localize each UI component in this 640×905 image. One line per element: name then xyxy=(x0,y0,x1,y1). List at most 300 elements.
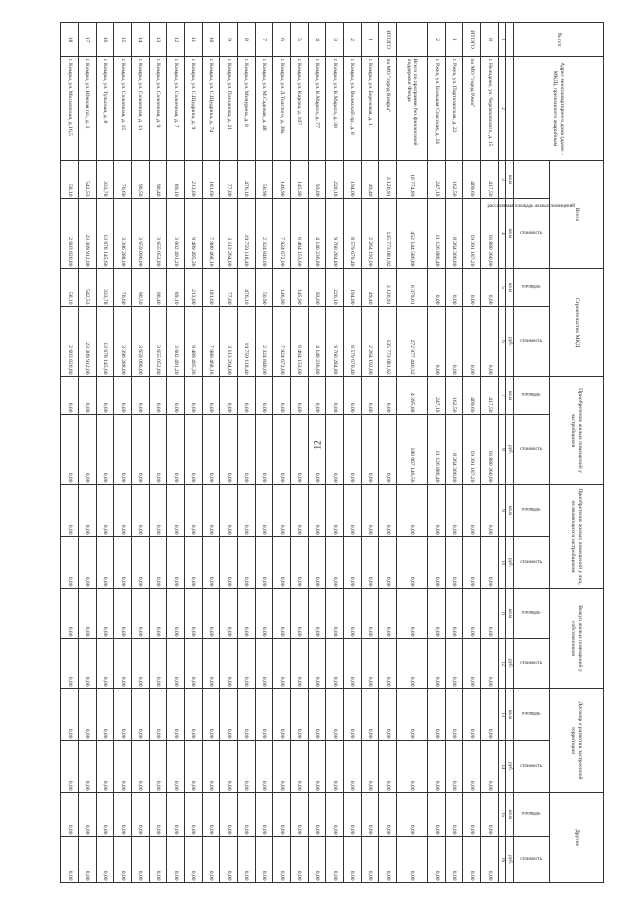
row-value: 247,10 xyxy=(428,377,446,415)
row-value: 0,00 xyxy=(96,589,114,639)
row-value: 0,00 xyxy=(114,537,132,589)
row-number: 1 xyxy=(445,23,463,57)
row-value: 23 309 912,00 xyxy=(78,307,96,377)
row-value: 0,00 xyxy=(220,415,238,485)
row-value: 7 980 468,16 xyxy=(202,199,220,269)
row-value: 0,00 xyxy=(184,415,202,485)
row-value: 0,00 xyxy=(61,377,79,415)
resettlement-table xyxy=(60,22,604,883)
row-address: г. Кимры, ул. К.Маркса, д. 30 xyxy=(326,57,344,161)
row-value: 0,00 xyxy=(379,837,397,883)
column-number: 15 xyxy=(498,793,506,837)
row-value: 0,00 xyxy=(184,377,202,415)
row-value: 0,00 xyxy=(184,793,202,837)
row-value: 0,00 xyxy=(114,589,132,639)
row-address: г. Кимры, ул. С.Щедрина, д. 74 xyxy=(202,57,220,161)
row-value: 6 464 153,60 xyxy=(291,199,309,269)
row-value: 3 113 264,00 xyxy=(220,307,238,377)
subheader-area: площадь xyxy=(514,793,550,837)
row-value: 0,00 xyxy=(131,639,149,689)
row-value: 90,40 xyxy=(149,161,167,199)
row-value: 19 759 118,40 xyxy=(238,199,256,269)
row-value: 0,00 xyxy=(326,639,344,689)
row-value: 2 264 192,00 xyxy=(361,199,379,269)
row-value: 0,00 xyxy=(96,377,114,415)
table-row xyxy=(361,23,379,883)
row-value: 0,00 xyxy=(149,689,167,741)
header-buyout: Выкуп жилых помещений у собственников xyxy=(550,589,604,689)
row-value: 0,00 xyxy=(326,589,344,639)
row-number: 8 xyxy=(238,23,256,57)
row-value: 0,00 xyxy=(463,589,481,639)
row-value: 162,50 xyxy=(445,161,463,199)
row-value: 0,00 xyxy=(96,639,114,689)
row-value: 0,00 xyxy=(428,307,446,377)
row-value: 0,00 xyxy=(184,485,202,537)
row-value: 0,00 xyxy=(326,793,344,837)
unit-area: кв.м xyxy=(506,377,514,415)
column-number: 4 xyxy=(498,199,506,269)
row-value: 70,60 xyxy=(114,269,132,307)
row-value: 0,00 xyxy=(428,269,446,307)
row-value: 0,00 xyxy=(361,639,379,689)
row-value: 13 678 145,60 xyxy=(96,199,114,269)
column-number: 7 xyxy=(498,377,506,415)
row-value: 0,00 xyxy=(184,837,202,883)
row-number: 4 xyxy=(308,23,326,57)
row-value: 3 602 491,20 xyxy=(167,307,185,377)
row-value: 4 140 236,80 xyxy=(308,307,326,377)
row-value: 0,00 xyxy=(78,415,96,485)
row-value: 0,00 xyxy=(344,837,362,883)
row-value: 0,00 xyxy=(238,741,256,793)
row-value: 0,00 xyxy=(463,307,481,377)
row-address: по МО "город Кимры" xyxy=(379,57,397,161)
unit-blank xyxy=(506,57,514,161)
row-value: 3 659 096,00 xyxy=(131,199,149,269)
row-value: 0,00 xyxy=(481,485,499,537)
row-value: 0,00 xyxy=(202,639,220,689)
subheader-cost: стоимость xyxy=(514,307,550,377)
row-value: 146,90 xyxy=(273,269,291,307)
row-value: 135 773 081,92 xyxy=(379,199,397,269)
row-value: 0,00 xyxy=(481,689,499,741)
row-value: 7 980 468,16 xyxy=(202,307,220,377)
row-value: 0,00 xyxy=(379,793,397,837)
row-value: 0,00 xyxy=(481,537,499,589)
row-value: 0,00 xyxy=(202,415,220,485)
row-value: 0,00 xyxy=(255,689,273,741)
row-value: 8 264 300,80 xyxy=(445,415,463,485)
row-value: 417,50 xyxy=(481,377,499,415)
row-value: 0,00 xyxy=(308,415,326,485)
row-value: 0,00 xyxy=(397,639,428,689)
row-value: 0,00 xyxy=(78,589,96,639)
row-value: 0,00 xyxy=(167,377,185,415)
subheader-cost: стоимость xyxy=(514,837,550,883)
row-value: 194,00 xyxy=(344,161,362,199)
row-value: 19 391 187,20 xyxy=(463,199,481,269)
row-value: 0,00 xyxy=(344,793,362,837)
row-value: 0,00 xyxy=(61,741,79,793)
row-value: 0,00 xyxy=(96,415,114,485)
row-value: 0,00 xyxy=(379,639,397,689)
row-value: 0,00 xyxy=(291,589,309,639)
column-number: 12 xyxy=(498,639,506,689)
row-value: 3 655 052,80 xyxy=(149,199,167,269)
row-value: 0,00 xyxy=(96,485,114,537)
row-value: 0,00 xyxy=(255,589,273,639)
table-row xyxy=(428,23,446,883)
unit-area: кв.м xyxy=(506,589,514,639)
row-number: 12 xyxy=(167,23,185,57)
row-value: 58,10 xyxy=(61,161,79,199)
row-value: 0,00 xyxy=(481,741,499,793)
row-value: 0,00 xyxy=(114,741,132,793)
table-row xyxy=(167,23,185,883)
row-value: 0,00 xyxy=(220,837,238,883)
row-value: 0,00 xyxy=(114,485,132,537)
subheader-cost: стоимость xyxy=(514,537,550,589)
row-number: 15 xyxy=(114,23,132,57)
row-value: 0,00 xyxy=(463,485,481,537)
row-value: 6 464 153,60 xyxy=(291,307,309,377)
row-value: 0,00 xyxy=(273,837,291,883)
row-value: 220,10 xyxy=(326,161,344,199)
row-number: 13 xyxy=(149,23,167,57)
row-value: 0,00 xyxy=(114,689,132,741)
row-value: 9 760 284,80 xyxy=(326,307,344,377)
row-value: 90,50 xyxy=(131,161,149,199)
row-value: 0,00 xyxy=(445,793,463,837)
row-number: 18 xyxy=(61,23,79,57)
row-number: 17 xyxy=(78,23,96,57)
row-address: г. Кимры, ул. Березовая, д. 1 xyxy=(361,57,379,161)
row-value: 0,00 xyxy=(131,589,149,639)
row-value: 0,00 xyxy=(167,589,185,639)
row-value: 19 759 118,40 xyxy=(238,307,256,377)
row-value: 0,00 xyxy=(238,415,256,485)
row-value: 0,00 xyxy=(326,415,344,485)
row-value: 0,00 xyxy=(361,837,379,883)
row-value: 0,00 xyxy=(397,837,428,883)
column-number: 5 xyxy=(498,269,506,307)
row-value: 180 067 146,56 xyxy=(397,415,428,485)
unit-area: кв.м xyxy=(506,269,514,307)
row-value: 0,00 xyxy=(131,689,149,741)
row-value: 0,00 xyxy=(445,269,463,307)
row-value: 0,00 xyxy=(202,837,220,883)
table-row xyxy=(184,23,202,883)
row-value: 0,00 xyxy=(291,485,309,537)
row-value: 0,00 xyxy=(167,485,185,537)
row-value: 0,00 xyxy=(220,689,238,741)
row-value: 0,00 xyxy=(326,537,344,589)
row-value: 0,00 xyxy=(481,307,499,377)
table-row xyxy=(202,23,220,883)
row-value: 333,78 xyxy=(96,161,114,199)
row-value: 6 379,01 xyxy=(397,269,428,307)
row-number: 1 xyxy=(361,23,379,57)
row-value: 0,00 xyxy=(167,741,185,793)
row-value: 0,00 xyxy=(149,741,167,793)
row-value: 0,00 xyxy=(428,639,446,689)
row-value: 333,78 xyxy=(96,269,114,307)
row-address: г. Кимры, ул. Плеханова, д. 21 xyxy=(220,57,238,161)
table-row xyxy=(397,23,428,883)
row-value: 0,00 xyxy=(202,377,220,415)
row-value: 0,00 xyxy=(361,689,379,741)
row-number: 2 xyxy=(344,23,362,57)
row-value: 0,00 xyxy=(114,639,132,689)
row-value: 77,00 xyxy=(220,269,238,307)
table-row xyxy=(131,23,149,883)
table-row xyxy=(326,23,344,883)
row-number: 8 xyxy=(481,23,499,57)
row-value: 0,00 xyxy=(184,589,202,639)
row-value: 77,00 xyxy=(220,161,238,199)
table-body xyxy=(61,23,499,883)
row-value: 542,53 xyxy=(78,269,96,307)
row-value: 0,00 xyxy=(379,377,397,415)
row-value: 0,00 xyxy=(202,793,220,837)
row-value: 0,00 xyxy=(445,741,463,793)
row-number: 11 xyxy=(184,23,202,57)
row-value: 0,00 xyxy=(255,537,273,589)
header-total: Всего xyxy=(550,161,604,269)
row-value: 0,00 xyxy=(361,377,379,415)
row-value: 0,00 xyxy=(379,537,397,589)
row-value: 452 144 586,88 xyxy=(397,199,428,269)
row-value: 0,00 xyxy=(96,689,114,741)
table-row xyxy=(238,23,256,883)
row-value: 8 579 670,40 xyxy=(344,199,362,269)
row-value: 0,00 xyxy=(273,793,291,837)
table-row xyxy=(149,23,167,883)
header-address: Адрес многоквартирного дома (далее - МКД), признанного аварийным xyxy=(514,57,604,161)
row-value: 3 120,91 xyxy=(379,269,397,307)
row-value: 0,00 xyxy=(308,741,326,793)
row-value: 0,00 xyxy=(463,837,481,883)
row-value: 0,00 xyxy=(238,377,256,415)
row-value: 0,00 xyxy=(149,793,167,837)
row-value: 0,00 xyxy=(167,689,185,741)
row-value: 0,00 xyxy=(273,377,291,415)
table-row xyxy=(273,23,291,883)
subheader-cost: стоимость xyxy=(514,741,550,793)
row-value: 0,00 xyxy=(308,589,326,639)
header-purchase-non-developers: Приобретение жилых помещений у лиц, не являющихся застройщиком xyxy=(550,485,604,589)
row-number: 7 xyxy=(255,23,273,57)
row-value: 0,00 xyxy=(61,639,79,689)
row-value: 0,00 xyxy=(202,589,220,639)
row-value: 0,00 xyxy=(114,377,132,415)
row-value: 0,00 xyxy=(428,837,446,883)
subheader-area: площадь xyxy=(514,269,550,307)
column-number: 9 xyxy=(498,485,506,537)
unit-rub: руб. xyxy=(506,307,514,377)
row-value: 3 396 288,00 xyxy=(114,307,132,377)
row-value: 19 391 187,20 xyxy=(463,415,481,485)
row-value: 0,00 xyxy=(397,485,428,537)
row-value: 0,00 xyxy=(238,793,256,837)
row-address: г. Кимры, ул. Л.Толстого, д. 38а xyxy=(273,57,291,161)
row-value: 0,00 xyxy=(131,537,149,589)
row-value: 0,00 xyxy=(308,689,326,741)
subheader-area: площадь xyxy=(514,377,550,415)
row-value: 162,50 xyxy=(445,377,463,415)
row-value: 11 126 886,40 xyxy=(428,415,446,485)
column-number: 3 xyxy=(498,161,506,199)
header-other: Другие xyxy=(550,793,604,883)
table-row xyxy=(291,23,309,883)
row-value: 0,00 xyxy=(131,837,149,883)
row-value: 0,00 xyxy=(344,537,362,589)
header-purchase-developers: Приобретение жилых помещений у застройщиков xyxy=(550,377,604,485)
column-number: 2 xyxy=(498,57,506,161)
row-value: 0,00 xyxy=(149,537,167,589)
row-value: 0,00 xyxy=(96,537,114,589)
row-value: 0,00 xyxy=(131,485,149,537)
row-value: 0,00 xyxy=(344,377,362,415)
row-value: 0,00 xyxy=(291,415,309,485)
row-value: 0,00 xyxy=(61,485,79,537)
header-n-pp: № п/п xyxy=(514,23,604,57)
row-value: 0,00 xyxy=(361,741,379,793)
row-number: 16 xyxy=(96,23,114,57)
row-value: 0,00 xyxy=(167,837,185,883)
row-value: 0,00 xyxy=(114,793,132,837)
row-value: 0,00 xyxy=(220,589,238,639)
row-value: 93,00 xyxy=(308,161,326,199)
row-value: 0,00 xyxy=(184,689,202,741)
row-value: 0,00 xyxy=(397,689,428,741)
row-value: 49,40 xyxy=(361,269,379,307)
row-address: г. Ржев, ул. Большая Спасская, д. 24 xyxy=(428,57,446,161)
row-value: 0,00 xyxy=(308,537,326,589)
row-value: 0,00 xyxy=(397,741,428,793)
row-value: 0,00 xyxy=(481,837,499,883)
row-value: 13 678 145,60 xyxy=(96,307,114,377)
row-value: 0,00 xyxy=(326,377,344,415)
row-value: 0,00 xyxy=(344,415,362,485)
row-value: 0,00 xyxy=(445,837,463,883)
row-value: 0,00 xyxy=(78,639,96,689)
row-value: 0,00 xyxy=(238,689,256,741)
row-value: 10 774,89 xyxy=(397,161,428,199)
row-value: 0,00 xyxy=(445,485,463,537)
row-value: 93,00 xyxy=(308,269,326,307)
row-value: 3 113 264,00 xyxy=(220,199,238,269)
table-row xyxy=(308,23,326,883)
row-value: 181,60 xyxy=(202,269,220,307)
row-value: 0,00 xyxy=(308,639,326,689)
unit-rub: руб. xyxy=(506,741,514,793)
row-value: 0,00 xyxy=(255,415,273,485)
row-value: 0,00 xyxy=(428,689,446,741)
row-value: 0,00 xyxy=(202,485,220,537)
row-value: 2 264 192,00 xyxy=(361,307,379,377)
row-address: г. Кимры, ул. Солнечная, д. 7 xyxy=(167,57,185,161)
column-number: 1 xyxy=(498,23,506,57)
row-value: 0,00 xyxy=(96,793,114,837)
row-value: 0,00 xyxy=(255,793,273,837)
row-value: 0,00 xyxy=(149,837,167,883)
row-value: 0,00 xyxy=(361,537,379,589)
row-number: 14 xyxy=(131,23,149,57)
row-value: 0,00 xyxy=(428,537,446,589)
row-value: 135 773 081,92 xyxy=(379,307,397,377)
row-value: 0,00 xyxy=(326,485,344,537)
row-value: 4 140 236,80 xyxy=(308,199,326,269)
row-number: 3 xyxy=(326,23,344,57)
row-value: 3 396 288,00 xyxy=(114,199,132,269)
row-value: 0,00 xyxy=(78,485,96,537)
row-value: 0,00 xyxy=(291,689,309,741)
row-value: 0,00 xyxy=(463,639,481,689)
row-address: г. Кимры, ул. Южная пл., д. 3 xyxy=(78,57,96,161)
row-value: 0,00 xyxy=(184,537,202,589)
column-number: 10 xyxy=(498,537,506,589)
unit-area: кв.м xyxy=(506,161,514,199)
row-value: 476,10 xyxy=(238,269,256,307)
subheader-cost: стоимость xyxy=(514,199,550,269)
row-value: 0,00 xyxy=(61,689,79,741)
row-value: 0,00 xyxy=(61,837,79,883)
row-address: г. Кимры, ул. Солнечная, д. 15 xyxy=(114,57,132,161)
row-value: 0,00 xyxy=(379,589,397,639)
row-value: 181,60 xyxy=(202,161,220,199)
row-value: 0,00 xyxy=(238,589,256,639)
column-number: 13 xyxy=(498,689,506,741)
row-value: 0,00 xyxy=(184,639,202,689)
row-value: 0,00 xyxy=(255,377,273,415)
row-value: 0,00 xyxy=(149,485,167,537)
row-value: 0,00 xyxy=(361,485,379,537)
row-value: 417,50 xyxy=(481,161,499,199)
row-value: 0,00 xyxy=(220,537,238,589)
row-value: 0,00 xyxy=(149,589,167,639)
subheader-cost: стоимость xyxy=(514,639,550,689)
column-number: 6 xyxy=(498,307,506,377)
row-value: 89,10 xyxy=(167,161,185,199)
row-value: 0,00 xyxy=(78,793,96,837)
unit-blank xyxy=(506,23,514,57)
column-number: 14 xyxy=(498,741,506,793)
row-value: 0,00 xyxy=(202,689,220,741)
row-value: 0,00 xyxy=(255,639,273,689)
row-value: 272 077 440,32 xyxy=(397,307,428,377)
row-value: 89,10 xyxy=(167,269,185,307)
row-value: 0,00 xyxy=(428,793,446,837)
row-value: 0,00 xyxy=(149,639,167,689)
table-row xyxy=(255,23,273,883)
row-value: 0,00 xyxy=(326,689,344,741)
row-address: г. Кимры, ул. Кирова, д. 107 xyxy=(291,57,309,161)
row-address: г. Кимры, ул. К.Маркса, д. 77 xyxy=(308,57,326,161)
row-value: 0,00 xyxy=(481,793,499,837)
unit-rub: руб. xyxy=(506,537,514,589)
row-value: 146,90 xyxy=(273,161,291,199)
row-value: 0,00 xyxy=(361,415,379,485)
row-value: 0,00 xyxy=(428,589,446,639)
row-value: 0,00 xyxy=(131,793,149,837)
row-value: 0,00 xyxy=(238,837,256,883)
table-row xyxy=(481,23,499,883)
row-value: 0,00 xyxy=(61,415,79,485)
row-value: 2 324 840,00 xyxy=(255,199,273,269)
row-value: 0,00 xyxy=(361,589,379,639)
